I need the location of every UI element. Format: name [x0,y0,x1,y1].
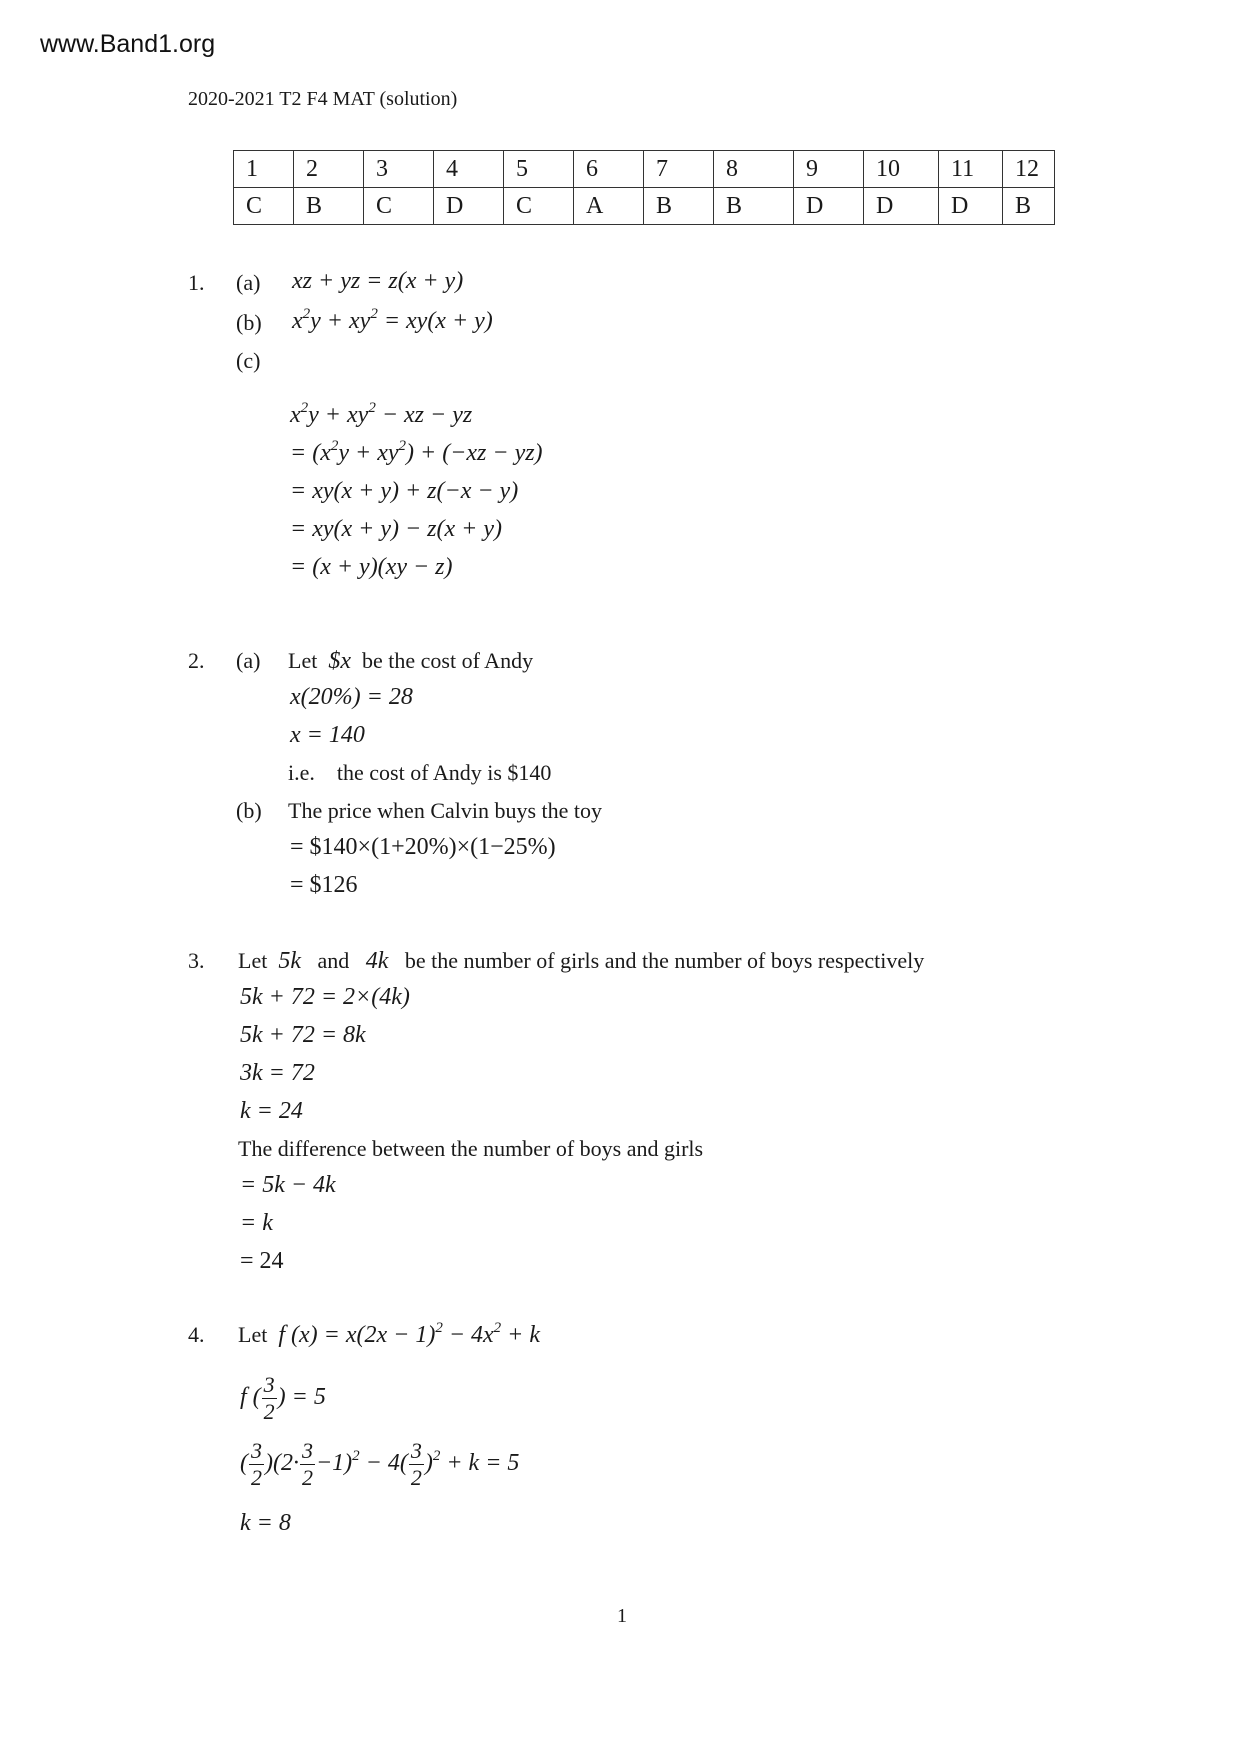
question-number-cell: 3 [364,151,434,188]
fraction: $\frac{3}{2}$ [263,1372,275,1424]
question-number-cell: 4 [434,151,504,188]
part-label: (b) [236,798,262,823]
question-number-cell: 11 [939,151,1003,188]
math-line: = $126 [290,872,358,898]
question-number-cell: 1 [234,151,294,188]
math-line: = $140×(1+20%)×(1−25%) [290,834,556,860]
math-line: x(20%) = 28 [290,684,413,710]
site-watermark: www.Band1.org [40,30,216,58]
page-number: 1 [617,1605,627,1627]
text-line: Let 5k and 4k be the number of girls and the number of boys respectively [238,948,925,974]
answer-cell: B [644,188,714,225]
answer-table-answer-row [234,188,1055,225]
part-label: (c) [236,348,261,373]
math-line: = (x + y)(xy − z) [290,554,453,580]
answer-cell: B [1003,188,1055,225]
fraction: $\frac{3}{2}$ [410,1438,422,1490]
math-line: k = 24 [240,1098,303,1124]
text-line: The difference between the number of boys and girls [238,1136,704,1161]
math-line: f ( $\frac{3}{2}$ ) = 5 [240,1372,326,1424]
answer-cell: C [504,188,574,225]
answer-cell: A [574,188,644,225]
math-line: k = 8 [240,1510,291,1536]
part-label: (a) [236,648,261,673]
text-line: Let $x be the cost of Andy [288,648,534,674]
question-number-cell: 6 [574,151,644,188]
question-number-cell: 10 [864,151,939,188]
part-label: (b) [236,310,262,335]
question-number-cell: 7 [644,151,714,188]
question-number-cell: 2 [294,151,364,188]
math-line: 3k = 72 [240,1060,315,1086]
answer-cell: D [864,188,939,225]
fraction: $\frac{3}{2}$ [251,1438,262,1490]
math-line: = 24 [240,1248,284,1274]
math-line: = $(x^2y + xy^2) + (-xz - yz)$ [290,438,543,466]
answer-cell: C [364,188,434,225]
text-line: The price when Calvin buys the toy [288,798,603,823]
question-number: 3. [188,948,205,973]
math-line: = 5k − 4k [240,1172,336,1198]
math-line: $x^2y + xy^2$ − xz − yz [290,400,473,428]
math-line: = xy(x + y) − z(x + y) [290,516,503,542]
answer-cell: D [939,188,1003,225]
question-number: 4. [188,1322,205,1347]
math-line: xz + yz = z(x + y) [292,268,464,294]
math-line: 5k + 72 = 2×(4k) [240,984,410,1010]
question-number-cell: 8 [714,151,794,188]
question-number: 1. [188,270,205,295]
question-number-cell: 12 [1003,151,1055,188]
answer-cell: B [714,188,794,225]
question-number-cell: 9 [794,151,864,188]
answer-table [233,150,1055,225]
answer-cell: B [294,188,364,225]
text-line: i.e. the cost of Andy is $140 [288,760,552,785]
math-line: = k [240,1210,273,1236]
math-line: x = 140 [290,722,365,748]
math-line: 5k + 72 = 8k [240,1022,366,1048]
answer-cell: C [234,188,294,225]
text-line: Let f $(x) = x(2x - 1)^2 - 4x^2 + k$ [238,1320,541,1348]
math-line: ( $\frac{3}{2}$ )(2· $\frac{3}{2}$ −1)$^2$ − 4( $\frac{3}{2}$ )$^2$ + k = 5 [240,1438,520,1490]
part-label: (a) [236,270,261,295]
question-number: 2. [188,648,205,673]
math-line: = xy(x + y) + z(−x − y) [290,478,519,504]
fraction: $\frac{3}{2}$ [301,1438,313,1490]
page-title: 2020-2021 T2 F4 MAT (solution) [188,88,458,110]
answer-cell: D [434,188,504,225]
math-line: $x^2y + xy^2 = xy(x + y)$ [292,306,493,334]
answer-table-number-row [234,151,1055,188]
answer-cell: D [794,188,864,225]
question-number-cell: 5 [504,151,574,188]
